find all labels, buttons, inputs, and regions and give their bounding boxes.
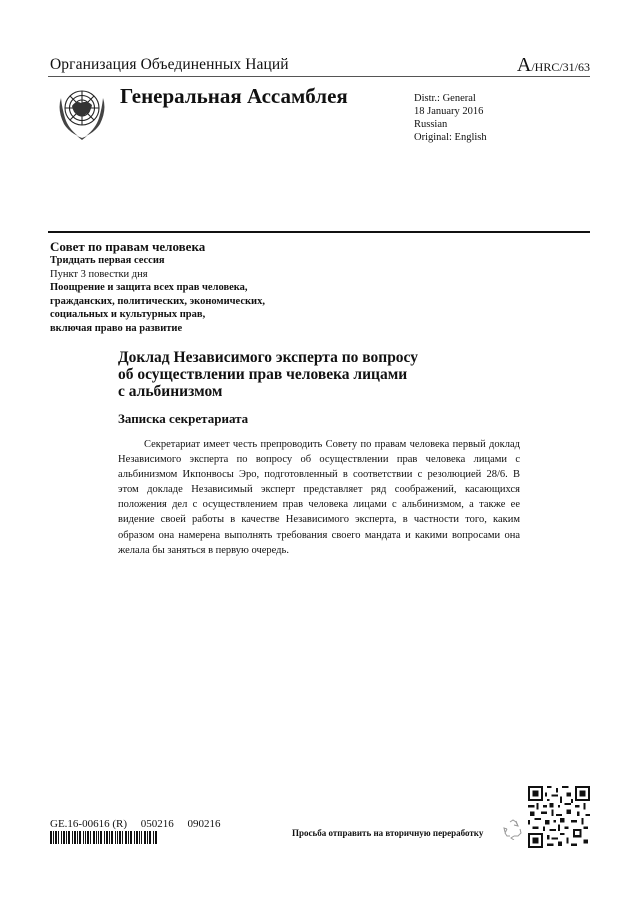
symbol-prefix: A [516, 54, 532, 76]
agenda-item: Пункт 3 повестки дня [50, 268, 148, 280]
report-title [118, 349, 498, 400]
date-line: 18 January 2016 [414, 106, 484, 117]
report-title-line: с альбинизмом [118, 383, 223, 400]
report-title-line: Доклад Независимого эксперта по вопросу [118, 349, 418, 366]
doc-code: GE.16-00616 (R) [50, 818, 127, 830]
distribution-block [414, 92, 487, 144]
language-line: Russian [414, 119, 448, 130]
body-paragraph: Секретариат имеет честь препроводить Совету по правам человека первый доклад Независимого эксперта по вопросу об осуществлении прав человека лицами с альбинизмом Икпонвосы Эро, подготовленный в соответствии с резолюцией 28/6. В этом докладе Независимый эксперт представляет ряд соображений, касающихся положения дел с осуществлением прав человека лицами с альбинизмом, а также ее видение своей работы в качестве Независимого эксперта, в частности того, каким образом она намерена выполнять требования своего мандата и какими вопросами она желала бы заняться в первую очередь. [118, 439, 520, 556]
footer-job-number [50, 818, 221, 830]
top-rule [48, 76, 590, 77]
recycle-note: Просьба отправить на вторичную переработку [292, 828, 484, 838]
council-title: Совет по правам человека [50, 239, 206, 254]
body-title: Генеральная Ассамблея [120, 84, 348, 108]
agenda-topic-line: Поощрение и защита всех прав человека, [50, 282, 248, 293]
agenda-topic-line: включая право на развитие [50, 322, 183, 334]
document-symbol [517, 54, 590, 77]
report-title-line: об осуществлении прав человека лицами [118, 366, 408, 383]
barcode-icon [50, 831, 158, 844]
print-date-2: 090216 [187, 818, 221, 830]
agenda-topic-line: гражданских, политических, экономических, [50, 295, 265, 307]
agenda-topic-line: социальных и культурных прав, [50, 309, 206, 320]
note-title: Записка секретариата [118, 411, 249, 426]
organization-name: Организация Объединенных Наций [50, 56, 289, 73]
symbol-rest: /HRC/31/63 [531, 60, 590, 74]
qr-code-icon [528, 786, 590, 848]
print-date-1: 050216 [140, 818, 174, 830]
un-emblem-icon [50, 80, 114, 144]
session: Тридцать первая сессия [50, 255, 165, 266]
council-block [50, 239, 265, 335]
header-bottom-rule [48, 231, 590, 233]
distr-line: Distr.: General [414, 93, 476, 104]
original-language-line: Original: English [414, 132, 487, 143]
recycle-icon [502, 818, 524, 840]
